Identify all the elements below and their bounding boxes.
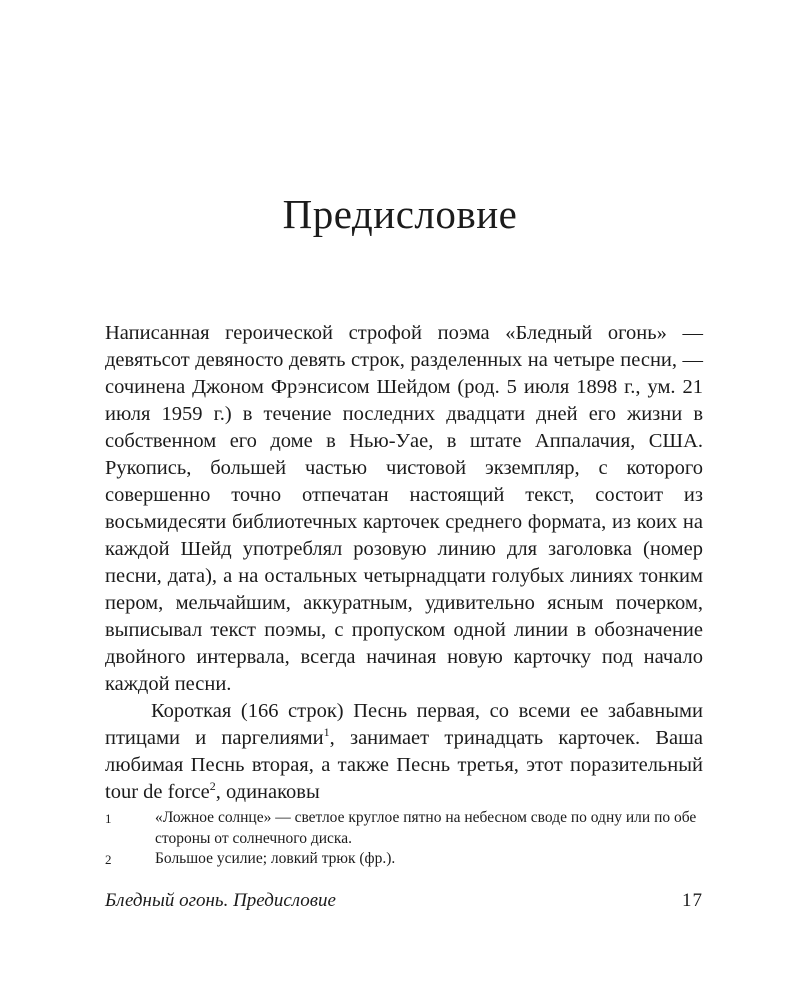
- footnote-number: 1: [105, 811, 112, 826]
- footnote-ref-1[interactable]: 1: [323, 725, 330, 740]
- paragraph-2: [105, 698, 703, 806]
- paragraph-1: Написанная героической строфой поэма «Бледный огонь» — девятьсот девяносто девять строк, разделенных на четыре песни, — сочинена Джоном Фрэнсисом Шейдом (род. 5 июля 1898 г., ум. 21 июля 1959 г.) в течение последних двадцати дней его жизни в собственном его доме в Нью-Уае, в штате Аппалачия, США. Рукопись, большей частью чистовой экземпляр, с которого совершенно точно отпечатан настоящий текст, состоит из восьмидесяти библиотечных карточек среднего формата, из коих на каждой Шейд употреблял розовую линию для заголовка (номер песни, дата), а на остальных четырнадцати голубых линиях тонким пером, мельчайшим, аккуратным, удивительно ясным почерком, выписывал текст поэмы, с пропуском одной линии в обозначение двойного интервала, всегда начиная новую карточку под начало каждой песни.: [105, 322, 703, 695]
- footnote-number: 2: [105, 852, 112, 867]
- paragraph-2-part-2: , занимает тринадцать карточек. Ваша любимая Песнь вторая, а также Песнь третья, этот поразительный tour de force: [105, 727, 703, 803]
- footnote-ref-2[interactable]: 2: [209, 779, 216, 794]
- footnote-text: Большое усилие; ловкий трюк (фр.).: [155, 850, 396, 867]
- main-text: [105, 320, 703, 806]
- page-number: 17: [682, 890, 703, 911]
- footnotes: [105, 808, 703, 871]
- paragraph-2-part-1: Короткая (166 строк) Песнь первая, со всеми ее забавными птицами и паргелиями: [105, 700, 703, 749]
- footnote-2: [105, 849, 703, 871]
- paragraph-2-part-3: , одинаковы: [215, 781, 320, 803]
- footnote-text: «Ложное солнце» — светлое круглое пятно на небесном своде по одну или по обе стороны от солнечного диска.: [155, 809, 697, 847]
- footnote-1: [105, 808, 703, 849]
- running-head: Бледный огонь. Предисловие: [105, 890, 336, 911]
- page-title: Предисловие: [282, 191, 518, 237]
- page-footer: [105, 889, 703, 913]
